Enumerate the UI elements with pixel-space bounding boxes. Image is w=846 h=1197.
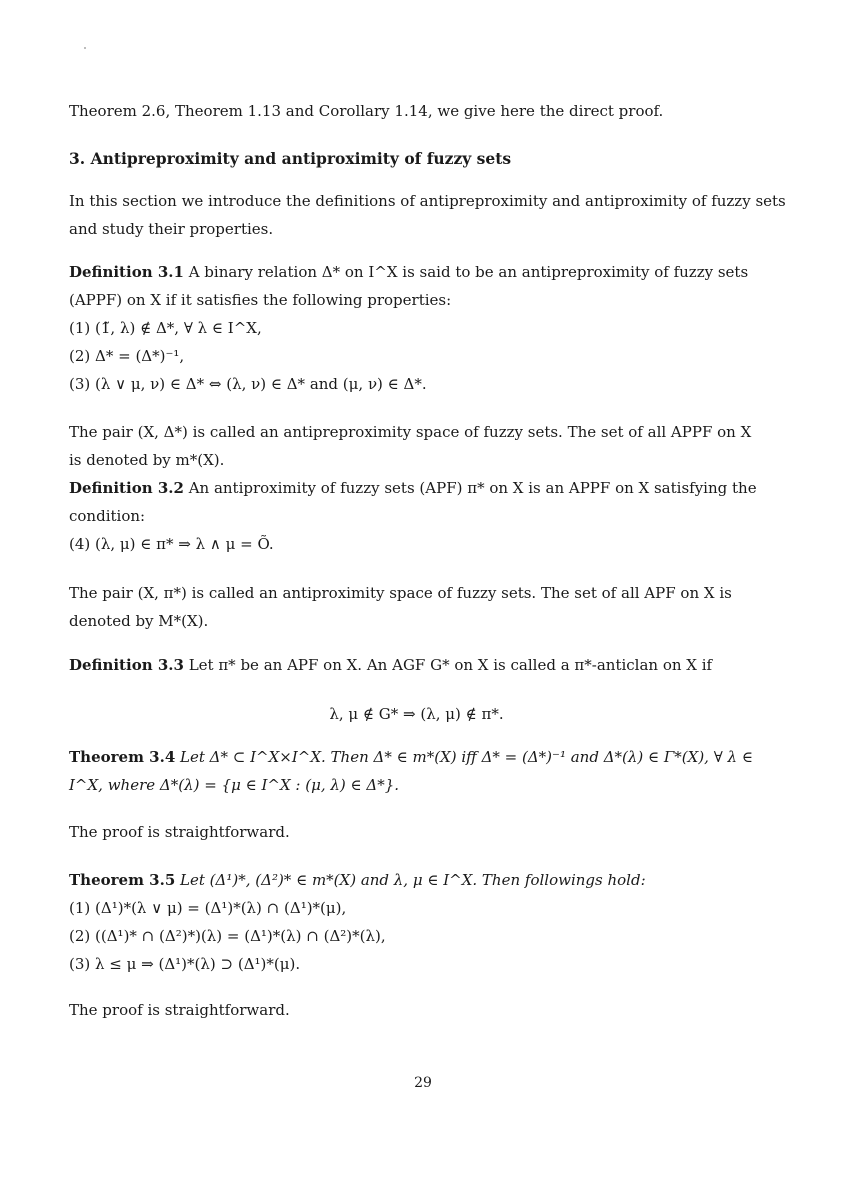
- definition-3-1-text: A binary relation Δ* on I^X is said to be an antipreproximity of fuzzy sets: [183, 263, 749, 281]
- theorem-3-5-item-3: (3) λ ≤ μ ⇒ (Δ¹)*(λ) ⊃ (Δ¹)*(μ).: [69, 955, 301, 973]
- proof-straightforward-2: The proof is straightforward.: [69, 1001, 290, 1019]
- theorem-3-4-line-1: [69, 743, 764, 771]
- appf-space-line-1: The pair (X, Δ*) is called an antipreproximity space of fuzzy sets. The set of all APPF on X: [69, 423, 752, 441]
- theorem-3-4: [69, 743, 764, 799]
- intro-line: Theorem 2.6, Theorem 1.13 and Corollary 1.14, we give here the direct proof.: [69, 102, 664, 120]
- definition-3-2-line-1: [69, 474, 764, 502]
- definition-3-1-condition-3: (3) (λ ∨ μ, ν) ∈ Δ* ⇔ (λ, ν) ∈ Δ* and (μ, ν) ∈ Δ*.: [69, 375, 427, 393]
- theorem-3-5: [69, 866, 764, 978]
- section-intro-line-1: In this section we introduce the definitions of antipreproximity and antiproximity of fuzzy sets: [69, 192, 786, 210]
- definition-3-2-label: Definition 3.2: [69, 479, 184, 497]
- definition-3-3-label: Definition 3.3: [69, 656, 184, 674]
- apf-space-paragraph: [69, 579, 764, 635]
- definition-3-2: [69, 474, 764, 558]
- definition-3-1: [69, 258, 764, 398]
- apf-space-line-1: The pair (X, π*) is called an antiproximity space of fuzzy sets. The set of all APF on X is: [69, 584, 732, 602]
- page-number: 29: [414, 1075, 432, 1091]
- section-intro-line-2: and study their properties.: [69, 220, 274, 238]
- definition-3-1-line-2: (APPF) on X if it satisfies the following properties:: [69, 291, 452, 309]
- theorem-3-5-label: Theorem 3.5: [69, 871, 176, 889]
- definition-3-1-label: Definition 3.1: [69, 263, 184, 281]
- theorem-3-4-text: Let Δ* ⊂ I^X×I^X. Then Δ* ∈ m*(X) iff Δ* = (Δ*)⁻¹ and Δ*(λ) ∈ Γ*(X), ∀ λ ∈: [175, 748, 753, 766]
- definition-3-1-condition-2: (2) Δ* = (Δ*)⁻¹,: [69, 347, 185, 365]
- appf-space-line-2: is denoted by m*(X).: [69, 451, 225, 469]
- definition-3-2-condition: (4) (λ, μ) ∈ π* ⇒ λ ∧ μ = Õ.: [69, 535, 274, 553]
- section-heading: 3. Antipreproximity and antiproximity of fuzzy sets: [69, 149, 512, 168]
- theorem-3-5-item-1: (1) (Δ¹)*(λ ∨ μ) = (Δ¹)*(λ) ∩ (Δ¹)*(μ),: [69, 899, 347, 917]
- definition-3-3: [69, 651, 764, 679]
- appf-space-paragraph: [69, 418, 764, 474]
- theorem-3-5-item-2: (2) ((Δ¹)* ∩ (Δ²)*)(λ) = (Δ¹)*(λ) ∩ (Δ²)*(λ),: [69, 927, 386, 945]
- theorem-3-5-text: Let (Δ¹)*, (Δ²)* ∈ m*(X) and λ, μ ∈ I^X. Then followings hold:: [175, 871, 646, 889]
- definition-3-1-line-1: [69, 258, 764, 286]
- definition-3-1-condition-1: (1) (1̃, λ) ∉ Δ*, ∀ λ ∈ I^X,: [69, 319, 262, 337]
- definition-3-3-text: Let π* be an APF on X. An AGF G* on X is called a π*-anticlan on X if: [183, 656, 713, 674]
- section-intro: [69, 187, 786, 243]
- apf-space-line-2: denoted by M*(X).: [69, 612, 209, 630]
- proof-straightforward-1: The proof is straightforward.: [69, 823, 290, 841]
- theorem-3-4-label: Theorem 3.4: [69, 748, 176, 766]
- definition-3-2-text: An antiproximity of fuzzy sets (APF) π* on X is an APPF on X satisfying the: [183, 479, 757, 497]
- theorem-3-5-line-1: [69, 866, 764, 894]
- scan-speck: [84, 47, 86, 49]
- anticlan-formula: λ, μ ∉ G* ⇒ (λ, μ) ∉ π*.: [329, 705, 504, 723]
- definition-3-2-line-2: condition:: [69, 507, 146, 525]
- theorem-3-4-line-2: I^X, where Δ*(λ) = {μ ∈ I^X : (μ, λ) ∈ Δ*}.: [69, 776, 400, 794]
